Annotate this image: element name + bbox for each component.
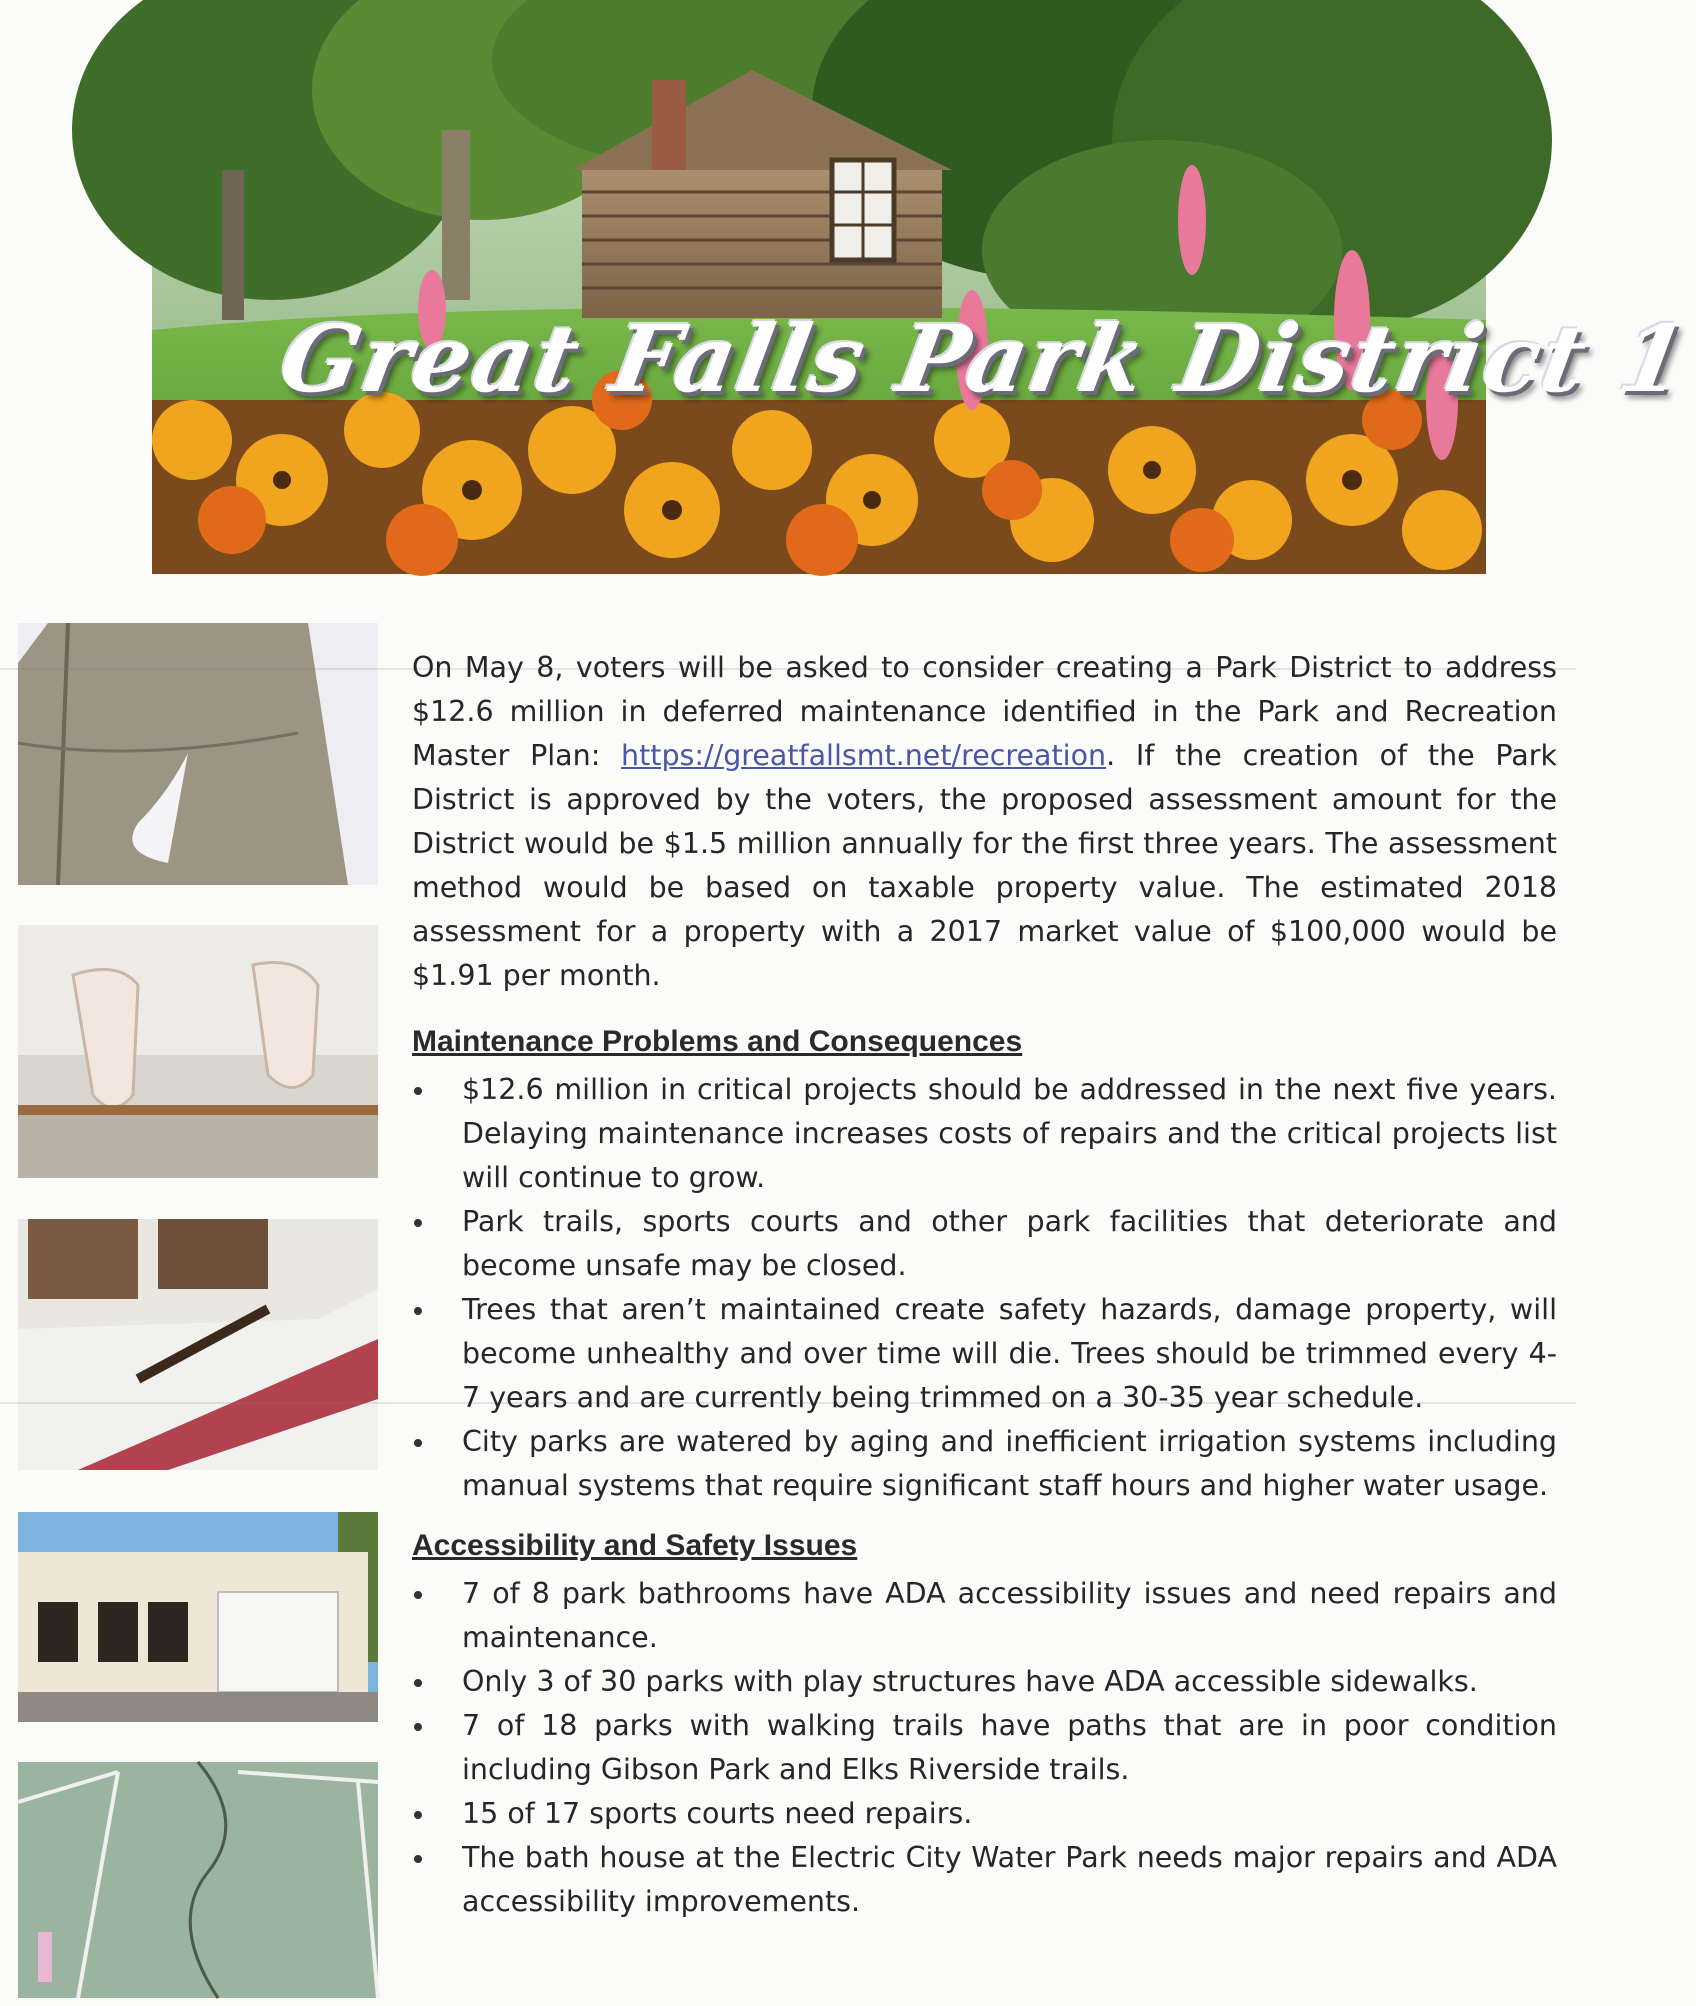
content bbox=[412, 646, 1557, 1924]
recreation-link[interactable]: https://greatfallsmt.net/recreation bbox=[621, 739, 1107, 772]
list-item: City parks are watered by aging and inefficient irrigation systems including manual systems that require significant staff hours and higher water usage. bbox=[412, 1420, 1557, 1508]
banner bbox=[152, 20, 1696, 574]
banner-photo bbox=[152, 20, 1486, 574]
cracked-court-photo bbox=[18, 1762, 378, 1998]
maintenance-heading: Maintenance Problems and Consequences bbox=[412, 1025, 1023, 1058]
intro-paragraph bbox=[412, 646, 1557, 998]
window-sill-photo bbox=[18, 1219, 378, 1470]
list-item: 7 of 18 parks with walking trails have paths that are in poor condition including Gibson Park and Elks Riverside trails. bbox=[412, 1704, 1557, 1792]
accessibility-list bbox=[412, 1572, 1557, 1924]
maintenance-list bbox=[412, 1068, 1557, 1508]
urinals-photo bbox=[18, 925, 378, 1178]
list-item: $12.6 million in critical projects should be addressed in the next five years. Delaying maintenance increases costs of repairs and the critical projects list will continue to grow. bbox=[412, 1068, 1557, 1200]
list-item: 15 of 17 sports courts need repairs. bbox=[412, 1792, 1557, 1836]
cracked-sidewalk-photo bbox=[18, 623, 378, 885]
list-item: Park trails, sports courts and other park facilities that deteriorate and become unsafe may be closed. bbox=[412, 1200, 1557, 1288]
restroom-building-photo bbox=[18, 1512, 378, 1722]
banner-title: Great Falls Park District 1 bbox=[272, 305, 1696, 413]
accessibility-heading: Accessibility and Safety Issues bbox=[412, 1529, 858, 1562]
intro-text-continued: . If the creation of the Park District is approved by the voters, the proposed assessment amount for the District would be $1.5 million annually for the first three years. The assessment method would be based on taxable property value. The estimated 2018 assessment for a property with a 2017 market value of $100,000 would be $1.91 per month. bbox=[412, 739, 1557, 992]
list-item: Only 3 of 30 parks with play structures have ADA accessible sidewalks. bbox=[412, 1660, 1557, 1704]
list-item: The bath house at the Electric City Water Park needs major repairs and ADA accessibility improvements. bbox=[412, 1836, 1557, 1924]
list-item: Trees that aren’t maintained create safety hazards, damage property, will become unhealthy and over time will die. Trees should be trimmed every 4-7 years and are currently being trimmed on a 30-35 year schedule. bbox=[412, 1288, 1557, 1420]
list-item: 7 of 8 park bathrooms have ADA accessibility issues and need repairs and maintenance. bbox=[412, 1572, 1557, 1660]
intro-text: On May 8, voters will be asked to consider creating a Park District to address $12.6 million in deferred maintenance identified in the Park and Recreation Master Plan: bbox=[412, 651, 1557, 772]
